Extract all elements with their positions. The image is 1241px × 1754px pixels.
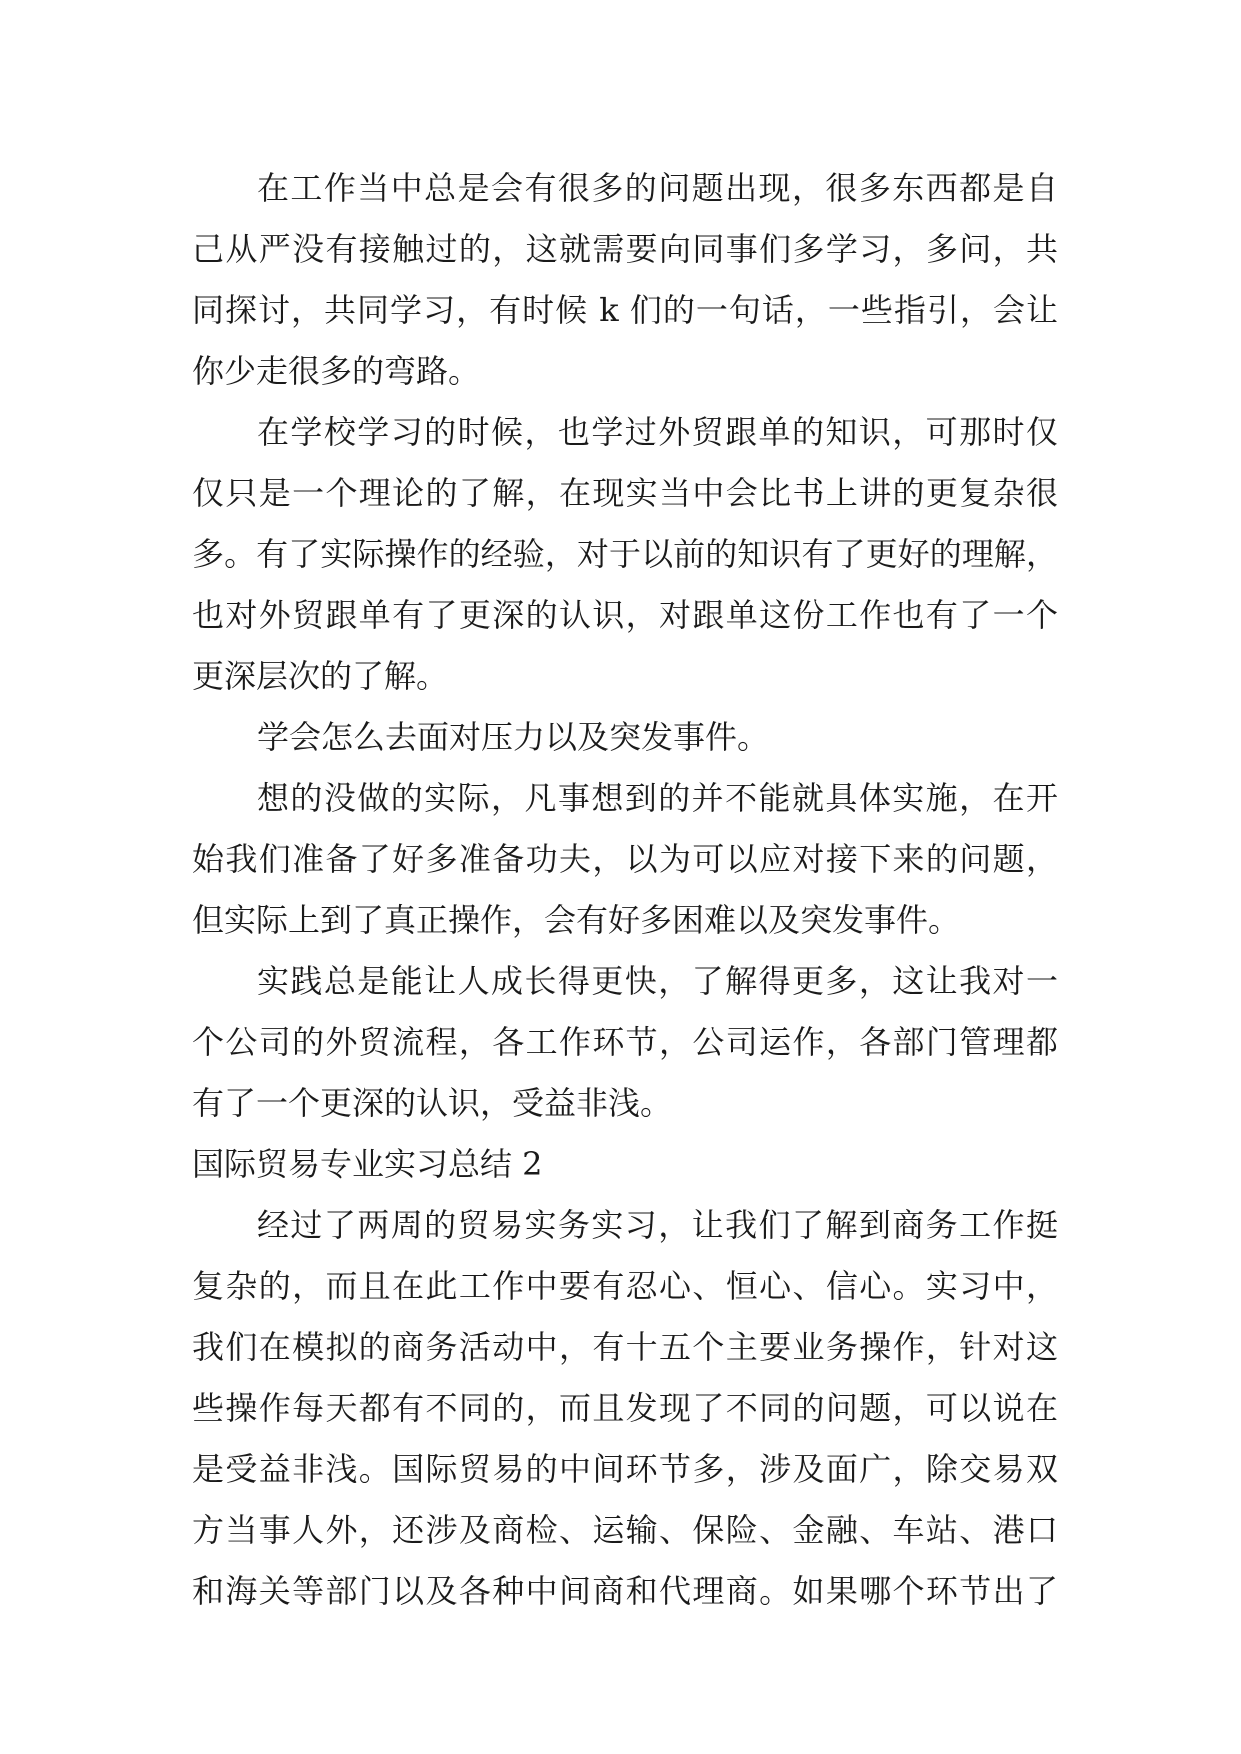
text-line: 但实际上到了真正操作，会有好多困难以及突发事件。 <box>192 901 961 939</box>
text-line: 经过了两周的贸易实务实习，让我们了解到商务工作挺 <box>257 1206 1058 1244</box>
text-line: 有了一个更深的认识，受益非浅。 <box>192 1084 673 1122</box>
text-line: 同探讨，共同学习，有时候 k 们的一句话，一些指引，会让 <box>192 291 1058 329</box>
text-line: 想的没做的实际，凡事想到的并不能就具体实施，在开 <box>257 779 1058 817</box>
text-line: 你少走很多的弯路。 <box>192 352 481 390</box>
text-line: 个公司的外贸流程，各工作环节，公司运作，各部门管理都 <box>192 1023 1058 1061</box>
document-body <box>192 158 1058 1622</box>
text-line: 更深层次的了解。 <box>192 657 449 695</box>
text-line: 也对外贸跟单有了更深的认识，对跟单这份工作也有了一个 <box>192 596 1058 634</box>
text-line: 些操作每天都有不同的，而且发现了不同的问题，可以说在 <box>192 1389 1058 1427</box>
text-line: 方当事人外，还涉及商检、运输、保险、金融、车站、港口 <box>192 1511 1058 1549</box>
text-line: 和海关等部门以及各种中间商和代理商。如果哪个环节出了 <box>192 1572 1058 1610</box>
text-line: 始我们准备了好多准备功夫，以为可以应对接下来的问题， <box>192 840 1058 878</box>
text-line: 在学校学习的时候，也学过外贸跟单的知识，可那时仅 <box>257 413 1058 451</box>
text-line: 多。有了实际操作的经验，对于以前的知识有了更好的理解， <box>192 535 1058 573</box>
section-heading: 国际贸易专业实习总结 2 <box>192 1145 543 1183</box>
text-line: 实践总是能让人成长得更快，了解得更多，这让我对一 <box>257 962 1058 1000</box>
text-line: 我们在模拟的商务活动中，有十五个主要业务操作，针对这 <box>192 1328 1058 1366</box>
text-line: 复杂的，而且在此工作中要有忍心、恒心、信心。实习中， <box>192 1267 1058 1305</box>
text-line: 学会怎么去面对压力以及突发事件。 <box>257 718 770 756</box>
text-line: 是受益非浅。国际贸易的中间环节多，涉及面广，除交易双 <box>192 1450 1058 1488</box>
text-line: 在工作当中总是会有很多的问题出现，很多东西都是自 <box>257 169 1058 207</box>
text-line: 仅只是一个理论的了解，在现实当中会比书上讲的更复杂很 <box>192 474 1058 512</box>
text-line: 己从严没有接触过的，这就需要向同事们多学习，多问，共 <box>192 230 1058 268</box>
